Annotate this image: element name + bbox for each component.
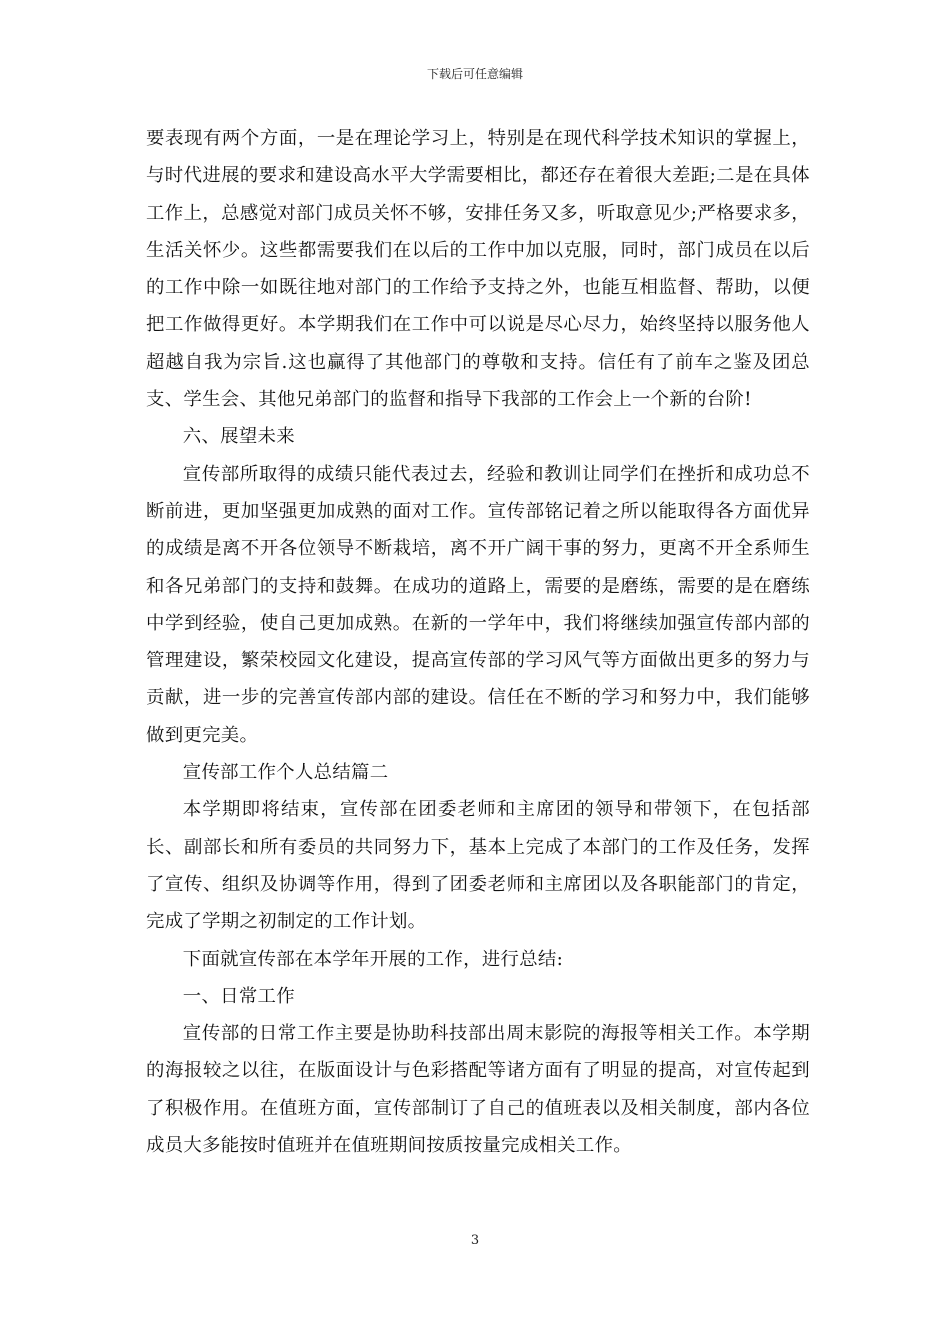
document-body xyxy=(146,120,810,1164)
paragraph-intro: 本学期即将结束，宣传部在团委老师和主席团的领导和带领下，在包括部长、副部长和所有委员的共同努力下，基本上完成了本部门的工作及任务，发挥了宣传、组织及协调等作用，得到了团委老师和主席团以及各职能部门的肯定，完成了学期之初制定的工作计划。 xyxy=(146,799,810,933)
paragraph-outlook: 宣传部所取得的成绩只能代表过去，经验和教训让同学们在挫折和成功总不断前进，更加坚强更加成熟的面对工作。宣传部铭记着之所以能取得各方面优异的成绩是离不开各位领导不断栽培，离不开广阔干事的努力，更离不开全系师生和各兄弟部门的支持和鼓舞。在成功的道路上，需要的是磨练，需要的是在磨练中学到经验，使自己更加成熟。在新的一学年中，我们将继续加强宣传部内部的管理建设，繁荣校园文化建设，提高宣传部的学习风气等方面做出更多的努力与贡献，进一步的完善宣传部内部的建设。信任在不断的学习和努力中，我们能够做到更完美。 xyxy=(146,463,810,746)
section-heading-daily-work: 一、日常工作 xyxy=(182,985,295,1007)
paragraph-summary-lead: 下面就宣传部在本学年开展的工作，进行总结: xyxy=(182,948,564,970)
page-number: 3 xyxy=(470,1233,480,1248)
article-title-part-two: 宣传部工作个人总结篇二 xyxy=(182,762,389,784)
section-heading-outlook: 六、展望未来 xyxy=(182,426,295,448)
paragraph-continuation: 要表现有两个方面，一是在理论学习上，特别是在现代科学技术知识的掌握上，与时代进展的要求和建设高水平大学需要相比，都还存在着很大差距;二是在具体工作上，总感觉对部门成员关怀不够，安排任务又多，听取意见少;严格要求多，生活关怀少。这些都需要我们在以后的工作中加以克服，同时，部门成员在以后的工作中除一如既往地对部门的工作给予支持之外，也能互相监督、帮助，以便把工作做得更好。本学期我们在工作中可以说是尽心尽力，始终坚持以服务他人超越自我为宗旨.这也赢得了其他部门的尊敬和支持。信任有了前车之鉴及团总支、学生会、其他兄弟部门的监督和指导下我部的工作会上一个新的台阶! xyxy=(146,128,810,411)
paragraph-daily-work: 宣传部的日常工作主要是协助科技部出周末影院的海报等相关工作。本学期的海报较之以往，在版面设计与色彩搭配等诸方面有了明显的提高，对宣传起到了积极作用。在值班方面，宣传部制订了自己的值班表以及相关制度，部内各位成员大多能按时值班并在值班期间按质按量完成相关工作。 xyxy=(146,1023,810,1157)
page-header: 下载后可任意编辑 xyxy=(426,67,523,81)
